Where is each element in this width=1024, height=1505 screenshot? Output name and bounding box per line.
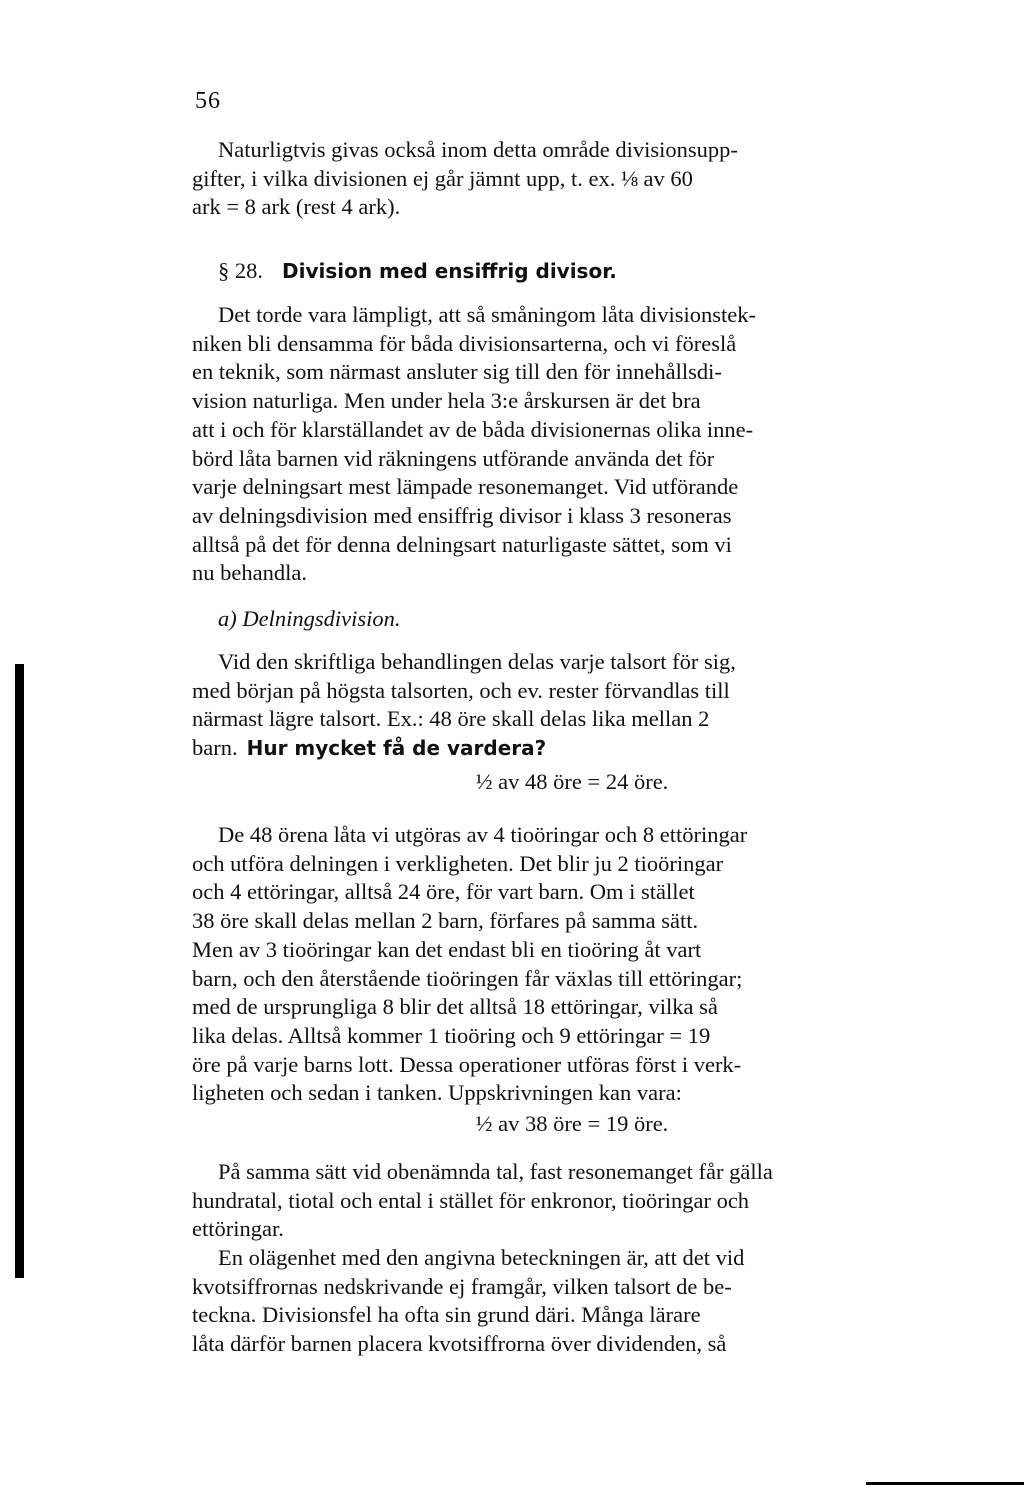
text-line: niken bli densamma för båda divisionsarterna, och vi föreslå [192, 330, 737, 356]
text-line: Vid den skriftliga behandlingen delas varje talsort för sig, [218, 649, 736, 674]
subheading: a) Delningsdivision. [218, 606, 401, 631]
text-line: 38 öre skall delas mellan 2 barn, förfares på samma sätt. [192, 908, 699, 934]
text-line: De 48 örena låta vi utgöras av 4 tioöringar och 8 ettöringar [218, 822, 748, 847]
text-line: och 4 ettöringar, alltså 24 öre, för vart barn. Om i stället [192, 879, 695, 905]
text-line: med de ursprungliga 8 blir det alltså 18 ettöringar, vilka så [192, 994, 718, 1020]
scan-margin-bar [15, 664, 24, 1278]
equation-19: ½ av 38 öre = 19 öre. [475, 1111, 669, 1136]
text-line: närmast lägre talsort. Ex.: 48 öre skall delas lika mellan 2 [192, 706, 710, 732]
text-line: ark = 8 ark (rest 4 ark). [192, 194, 401, 220]
text-line: En olägenhet med den angivna beteckningen är, att det vid [218, 1245, 745, 1270]
subheading-block [192, 605, 952, 634]
paragraph-coins [192, 821, 952, 1108]
paragraph-disadvantage [192, 1244, 952, 1359]
text-line: en teknik, som närmast ansluter sig till den för innehållsdi- [192, 359, 722, 385]
text-line: barn, och den återstående tioöringen får växlas till ettöringar; [192, 965, 743, 991]
text-line: varje delningsart mest lämpade resonemanget. Vid utförande [192, 474, 739, 500]
text-line: och utföra delningen i verkligheten. Det blir ju 2 tioöringar [192, 850, 724, 876]
paragraph-written-treatment [192, 648, 952, 763]
text-line: ligheten och sedan i tanken. Uppskrivningen kan vara: [192, 1080, 682, 1106]
intro-paragraph [192, 136, 952, 222]
text-line: låta därför barnen placera kvotsiffrorna över dividenden, så [192, 1331, 727, 1357]
text-line: lika delas. Alltså kommer 1 tioöring och 9 ettöringar = 19 [192, 1022, 711, 1048]
text-line: Det torde vara lämpligt, att så småningom låta divisionstek- [218, 302, 757, 327]
text-line: Naturligtvis givas också inom detta område divisionsupp- [218, 137, 738, 162]
text-fragment: barn. [192, 735, 238, 761]
section-mark: § 28. [218, 258, 263, 283]
text-line: med början på högsta talsorten, och ev. rester förvandlas till [192, 677, 730, 703]
text-line: börd låta barnen vid räkningens utförande använda det för [192, 445, 715, 471]
text-line: kvotsiffrornas nedskrivande ej framgår, vilken talsort de be- [192, 1273, 732, 1299]
text-line: vision naturliga. Men under hela 3:e årskursen är det bra [192, 388, 701, 414]
text-line: ettöringar. [192, 1216, 284, 1242]
equation-block [192, 768, 952, 797]
equation-block [192, 1110, 952, 1139]
text-line: av delningsdivision med ensiffrig divisor i klass 3 resoneras [192, 502, 732, 528]
text-line: gifter, i vilka divisionen ej går jämnt upp, t. ex. ⅛ av 60 [192, 165, 693, 191]
question-text: Hur mycket få de vardera? [246, 736, 547, 761]
paragraph-technique [192, 301, 952, 588]
section-title: Division med ensiffrig divisor. [282, 259, 617, 283]
text-line: hundratal, tiotal och ental i stället för enkronor, tioöringar och [192, 1187, 750, 1213]
text-line: Men av 3 tioöringar kan det endast bli en tioöring åt vart [192, 936, 702, 962]
paragraph-unnamed-numbers [192, 1158, 952, 1244]
text-line: öre på varje barns lott. Dessa operationer utföras först i verk- [192, 1051, 742, 1077]
section-heading [192, 257, 952, 286]
text-line: att i och för klarställandet av de båda divisionernas olika inne- [192, 416, 754, 442]
text-line: alltså på det för denna delningsart naturligaste sättet, som vi [192, 531, 732, 557]
text-line: På samma sätt vid obenämnda tal, fast resonemanget får gälla [218, 1159, 773, 1184]
equation-24: ½ av 48 öre = 24 öre. [475, 769, 669, 794]
scan-bottom-rule [866, 1482, 1024, 1485]
text-line: nu behandla. [192, 560, 307, 586]
text-line: teckna. Divisionsfel ha ofta sin grund däri. Många lärare [192, 1302, 701, 1328]
page-number: 56 [195, 88, 221, 114]
